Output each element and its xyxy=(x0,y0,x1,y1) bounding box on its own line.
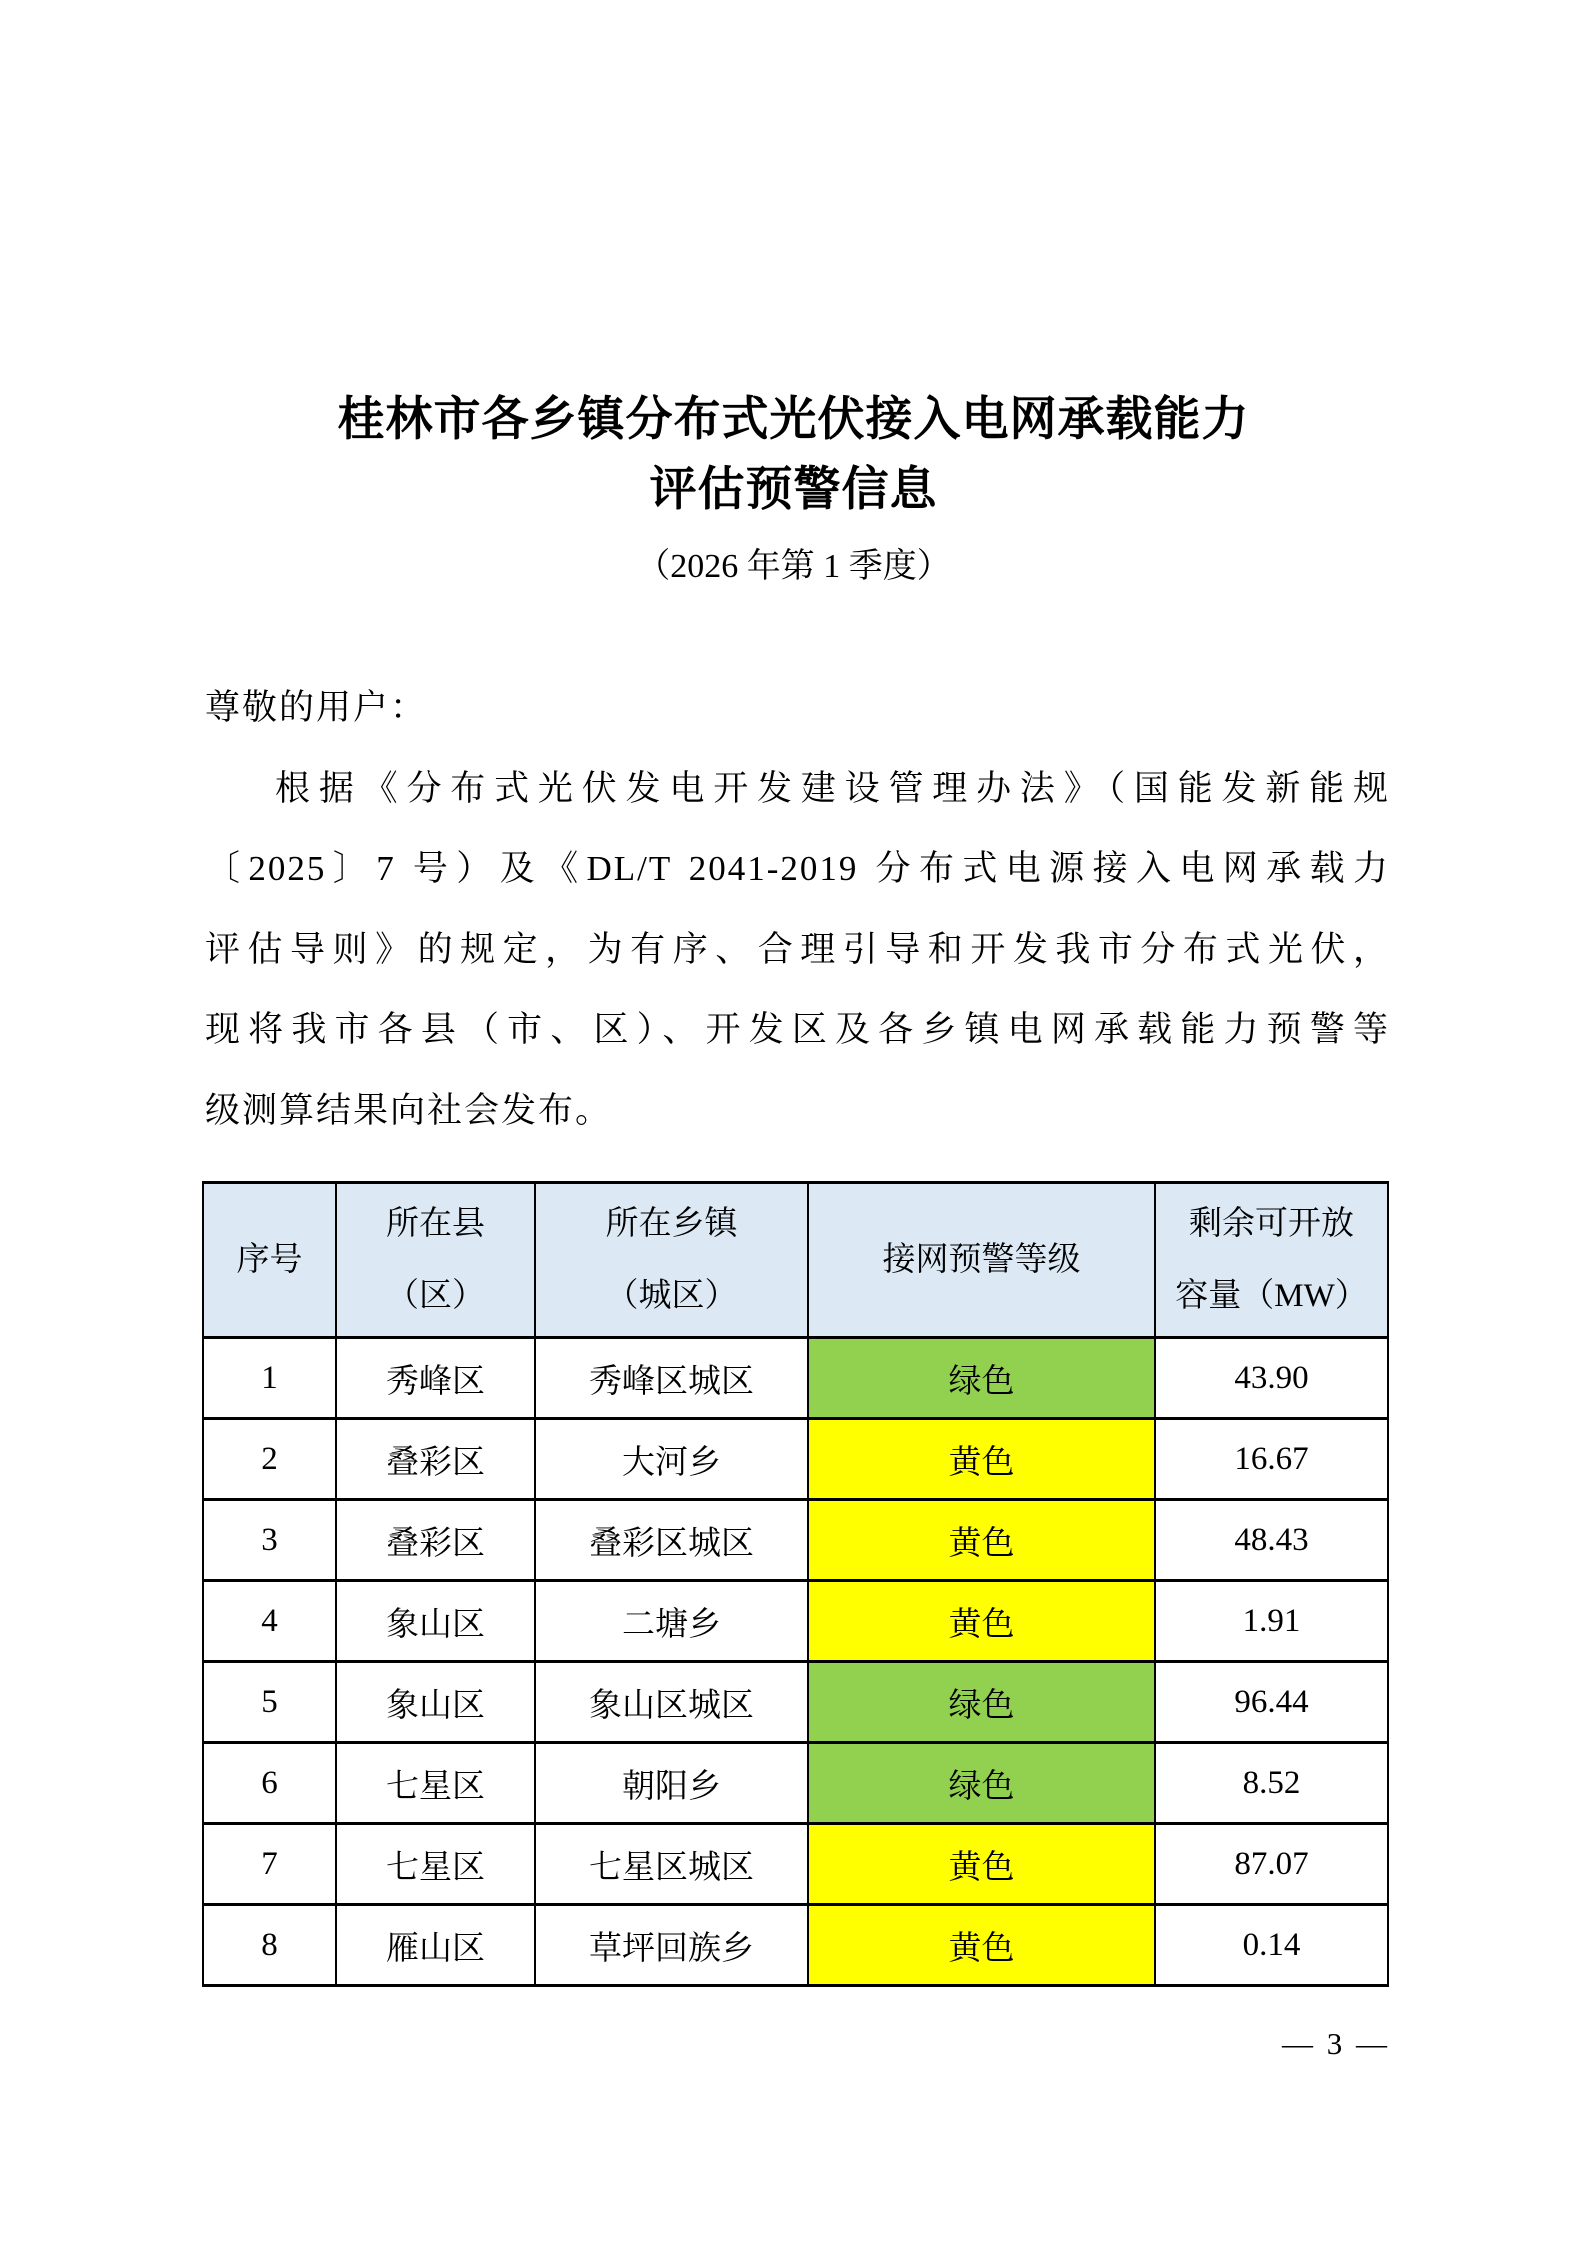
table-row xyxy=(203,1662,1388,1743)
title-line-1: 桂林市各乡镇分布式光伏接入电网承载能力 xyxy=(337,392,1250,445)
cell-warning-level: 黄色 xyxy=(808,1581,1155,1662)
paragraph-line-5: 级测算结果向社会发布。 xyxy=(205,1090,613,1130)
cell-town: 朝阳乡 xyxy=(535,1743,808,1824)
header-cell-seq xyxy=(203,1183,336,1338)
header-capacity-line1: 剩余可开放 xyxy=(1189,1206,1354,1242)
cell-warning-level: 黄色 xyxy=(808,1905,1155,1986)
cell-capacity: 8.52 xyxy=(1155,1743,1388,1824)
cell-capacity: 87.07 xyxy=(1155,1824,1388,1905)
header-cell-capacity xyxy=(1155,1183,1388,1338)
cell-county: 秀峰区 xyxy=(336,1338,535,1419)
cell-capacity: 0.14 xyxy=(1155,1905,1388,1986)
cell-warning-level: 黄色 xyxy=(808,1500,1155,1581)
cell-warning-level: 黄色 xyxy=(808,1419,1155,1500)
cell-county: 象山区 xyxy=(336,1581,535,1662)
header-cell-town xyxy=(535,1183,808,1338)
cell-town: 秀峰区城区 xyxy=(535,1338,808,1419)
cell-county: 七星区 xyxy=(336,1743,535,1824)
cell-warning-level: 绿色 xyxy=(808,1662,1155,1743)
header-county-line1: 所在县 xyxy=(386,1206,485,1242)
table-header-row xyxy=(203,1183,1388,1338)
cell-seq: 3 xyxy=(203,1500,336,1581)
title-line-2: 评估预警信息 xyxy=(649,462,938,515)
table-row xyxy=(203,1824,1388,1905)
cell-capacity: 48.43 xyxy=(1155,1500,1388,1581)
cell-county: 叠彩区 xyxy=(336,1419,535,1500)
table-row xyxy=(203,1905,1388,1986)
header-seq-label: 序号 xyxy=(236,1242,303,1278)
cell-county: 象山区 xyxy=(336,1662,535,1743)
cell-town: 叠彩区城区 xyxy=(535,1500,808,1581)
cell-town: 七星区城区 xyxy=(535,1824,808,1905)
header-warning-label: 接网预警等级 xyxy=(882,1242,1081,1278)
salutation: 尊敬的用户： xyxy=(205,688,428,727)
cell-county: 叠彩区 xyxy=(336,1500,535,1581)
document-title xyxy=(0,384,1587,524)
cell-seq: 1 xyxy=(203,1338,336,1419)
header-county-line2: （区） xyxy=(386,1278,485,1314)
cell-county: 七星区 xyxy=(336,1824,535,1905)
document-subtitle: （2026 年第 1 季度） xyxy=(636,548,951,585)
cell-town: 草坪回族乡 xyxy=(535,1905,808,1986)
intro-paragraph xyxy=(205,668,1390,1151)
cell-capacity: 16.67 xyxy=(1155,1419,1388,1500)
cell-seq: 7 xyxy=(203,1824,336,1905)
paragraph-line-3: 评估导则》的规定，为有序、合理引导和开发我市分布式光伏， xyxy=(205,929,1390,969)
paragraph-line-4: 现将我市各县（市、区）、开发区及各乡镇电网承载能力预警等 xyxy=(205,1010,1390,1049)
cell-capacity: 96.44 xyxy=(1155,1662,1388,1743)
paragraph-line-2: 〔2025〕7 号）及《DL/T 2041-2019 分布式电源接入电网承载力 xyxy=(205,849,1390,888)
table-row xyxy=(203,1743,1388,1824)
header-cell-county xyxy=(336,1183,535,1338)
cell-warning-level: 黄色 xyxy=(808,1824,1155,1905)
header-town-line2: （城区） xyxy=(605,1278,738,1314)
cell-county: 雁山区 xyxy=(336,1905,535,1986)
cell-town: 象山区城区 xyxy=(535,1662,808,1743)
page-number: — 3 — xyxy=(1282,2026,1390,2061)
cell-town: 二塘乡 xyxy=(535,1581,808,1662)
cell-seq: 4 xyxy=(203,1581,336,1662)
table-row xyxy=(203,1581,1388,1662)
cell-seq: 6 xyxy=(203,1743,336,1824)
cell-town: 大河乡 xyxy=(535,1419,808,1500)
header-capacity-line2: 容量（MW） xyxy=(1175,1278,1368,1314)
cell-seq: 8 xyxy=(203,1905,336,1986)
cell-capacity: 43.90 xyxy=(1155,1338,1388,1419)
header-cell-warning-level xyxy=(808,1183,1155,1338)
header-town-line1: 所在乡镇 xyxy=(605,1206,738,1242)
table-row xyxy=(203,1419,1388,1500)
capacity-table xyxy=(202,1181,1389,1987)
cell-seq: 5 xyxy=(203,1662,336,1743)
table-row xyxy=(203,1338,1388,1419)
table-row xyxy=(203,1500,1388,1581)
cell-capacity: 1.91 xyxy=(1155,1581,1388,1662)
cell-seq: 2 xyxy=(203,1419,336,1500)
cell-warning-level: 绿色 xyxy=(808,1743,1155,1824)
paragraph-line-1: 根据《分布式光伏发电开发建设管理办法》（国能发新能规 xyxy=(275,768,1390,808)
cell-warning-level: 绿色 xyxy=(808,1338,1155,1419)
